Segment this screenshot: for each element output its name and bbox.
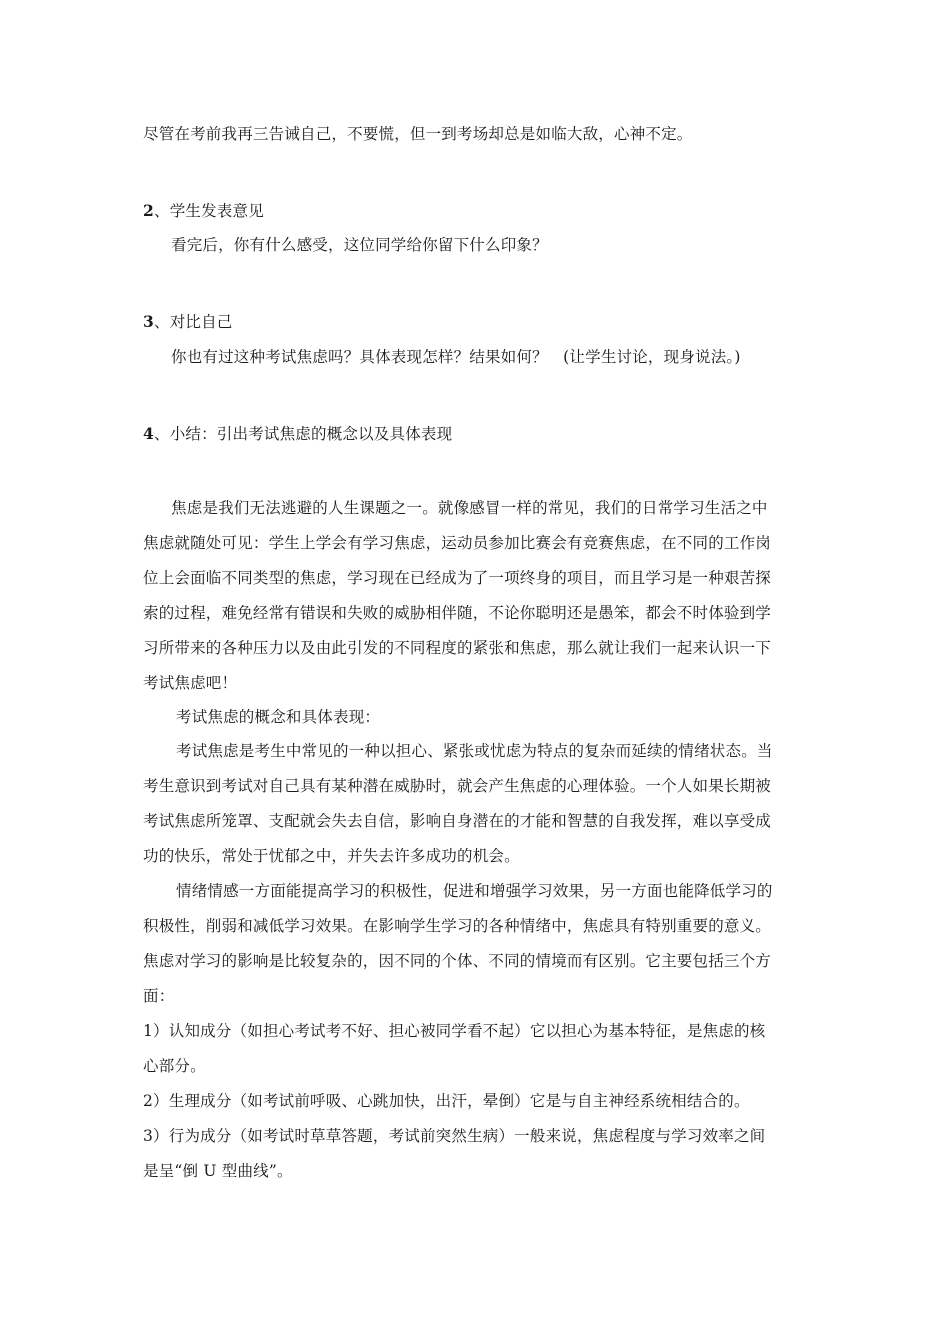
section-number: 4 <box>143 424 154 443</box>
list-item: 3）行为成分（如考试时草草答题，考试前突然生病）一般来说，焦虑程度与学习效率之间 <box>143 1127 766 1145</box>
paragraph-line: 索的过程，难免经常有错误和失败的威胁相伴随，不论你聪明还是愚笨，都会不时体验到学 <box>143 604 772 622</box>
section-title: 、对比自己 <box>154 313 233 331</box>
intro-line: 尽管在考前我再三告诫自己，不要慌，但一到考场却总是如临大敌，心神不定。 <box>143 125 693 143</box>
paragraph-line: 焦虑对学习的影响是比较复杂的，因不同的个体、不同的情境而有区别。它主要包括三个方 <box>143 952 772 970</box>
paragraph-line: 考试焦虑吧！ <box>143 674 238 692</box>
section-2-heading <box>143 201 823 221</box>
subheading: 考试焦虑的概念和具体表现： <box>176 708 381 726</box>
paragraph-line: 考试焦虑所笼罩、支配就会失去自信，影响自身潜在的才能和智慧的自我发挥，难以享受成 <box>143 812 772 830</box>
paragraph-line: 功的快乐，常处于忧郁之中，并失去许多成功的机会。 <box>143 847 520 865</box>
list-item: 心部分。 <box>143 1057 206 1075</box>
paragraph-line: 情绪情感一方面能提高学习的积极性，促进和增强学习效果，另一方面也能降低学习的 <box>176 882 773 900</box>
paragraph-line: 习所带来的各种压力以及由此引发的不同程度的紧张和焦虑，那么就让我们一起来认识一下 <box>143 639 772 657</box>
list-item: 是呈“倒 U 型曲线”。 <box>143 1162 293 1180</box>
list-item: 1）认知成分（如担心考试考不好、担心被同学看不起）它以担心为基本特征，是焦虑的核 <box>143 1022 766 1040</box>
section-3-heading <box>143 312 823 332</box>
paragraph-line: 焦虑就随处可见：学生上学会有学习焦虑，运动员参加比赛会有竞赛焦虑，在不同的工作岗 <box>143 534 772 552</box>
paragraph-line: 位上会面临不同类型的焦虑，学习现在已经成为了一项终身的项目，而且学习是一种艰苦探 <box>143 569 772 587</box>
section-title: 、学生发表意见 <box>154 202 264 220</box>
paragraph-line: 考试焦虑是考生中常见的一种以担心、紧张或忧虑为特点的复杂而延续的情绪状态。当 <box>176 742 773 760</box>
paragraph-line: 积极性，削弱和减低学习效果。在影响学生学习的各种情绪中，焦虑具有特别重要的意义。 <box>143 917 772 935</box>
paragraph-line: 面： <box>143 987 175 1005</box>
section-2-body: 看完后，你有什么感受，这位同学给你留下什么印象？ <box>171 236 548 254</box>
section-3-body: 你也有过这种考试焦虑吗？具体表现怎样？结果如何？ (让学生讨论，现身说法。) <box>171 348 741 366</box>
section-number: 2 <box>143 201 154 220</box>
section-number: 3 <box>143 312 154 331</box>
section-4-heading <box>143 424 823 444</box>
list-item: 2）生理成分（如考试前呼吸、心跳加快，出汗，晕倒）它是与自主神经系统相结合的。 <box>143 1092 750 1110</box>
section-title: 、小结：引出考试焦虑的概念以及具体表现 <box>154 425 453 443</box>
paragraph-line: 考生意识到考试对自己具有某种潜在威胁时，就会产生焦虑的心理体验。一个人如果长期被 <box>143 777 772 795</box>
paragraph-line: 焦虑是我们无法逃避的人生课题之一。就像感冒一样的常见，我们的日常学习生活之中 <box>171 499 768 517</box>
